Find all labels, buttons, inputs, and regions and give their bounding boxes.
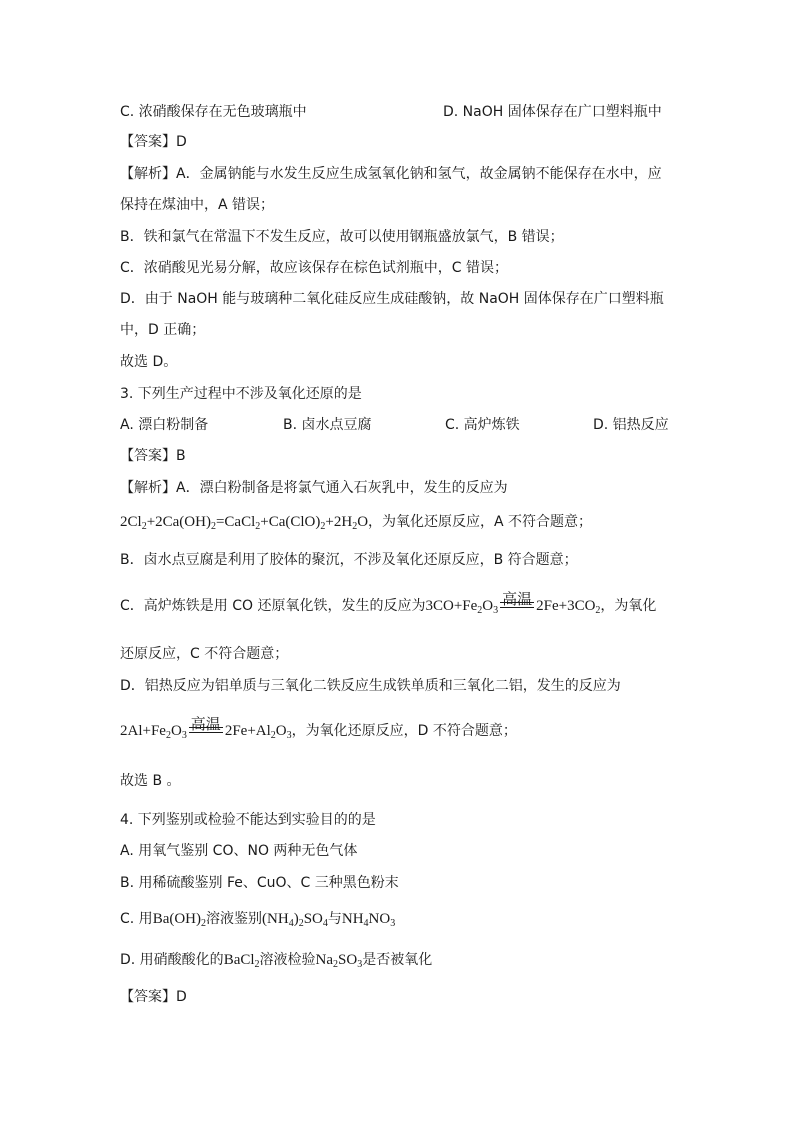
chemical-equation-blast-furnace: $3CO+Fe_2O_3$ 高温 $2Fe+3CO_2$ [425, 590, 601, 616]
chemical-equation-bleach: $2Cl_2+2Ca(OH)_2=CaCl_2+Ca(ClO)_2+2H_2O$ [120, 514, 369, 532]
q4-stem: 4. 下列鉴别或检验不能达到实验目的的是 [120, 812, 376, 828]
q2-explanation-a-cont: 保持在煤油中，A 错误； [120, 197, 275, 213]
q2-option-d: D. NaOH 固体保存在广口塑料瓶中 [443, 104, 662, 120]
q4-option-b: B. 用稀硫酸鉴别 Fe、CuO、C 三种黑色粉末 [120, 875, 399, 891]
chemical-equation-thermite: $2Al+Fe_2O_3$ 高温 $2Fe+Al_2O_3$ [120, 715, 292, 741]
q3-explanation-c-cont: 还原反应，C 不符合题意； [120, 646, 289, 662]
q3-explanation-d: D．铝热反应为铝单质与三氧化二铁反应生成铁单质和三氧化二铝，发生的反应为 [120, 678, 621, 694]
q3-answer: 【答案】B [120, 448, 186, 464]
q4-option-d: D. 用硝酸酸化的BaCl$_2$溶液检验$Na_2SO_3$是否被氧化 [120, 952, 433, 970]
q2-option-c: C. 浓硝酸保存在无色玻璃瓶中 [120, 104, 307, 120]
q3-option-a: A. 漂白粉制备 [120, 417, 209, 433]
q2-answer: 【答案】D [120, 134, 187, 150]
q3-option-c: C. 高炉炼铁 [445, 417, 520, 433]
q2-explanation-c: C．浓硝酸见光易分解，故应该保存在棕色试剂瓶中，C 错误； [120, 260, 508, 276]
q4-answer: 【答案】D [120, 989, 187, 1005]
q2-explanation-b: B．铁和氯气在常温下不发生反应，故可以使用钢瓶盛放氯气，B 错误； [120, 229, 564, 245]
q3-explanation-a: 【解析】A．漂白粉制备是将氯气通入石灰乳中，发生的反应为 [120, 480, 508, 496]
q3-equation-a-line: $2Cl_2+2Ca(OH)_2=CaCl_2+Ca(ClO)_2+2H_2O$，为氧化还原反应，A 不符合题意； [120, 514, 593, 532]
q3-equation-d-line: $2Al+Fe_2O_3$ 高温 $2Fe+Al_2O_3$，为氧化还原反应，D 不符合题意； [120, 715, 517, 741]
q3-option-b: B. 卤水点豆腐 [283, 417, 372, 433]
q3-explanation-b: B．卤水点豆腐是利用了胶体的聚沉，不涉及氧化还原反应，B 符合题意； [120, 552, 578, 568]
q3-explanation-c-line: C．高炉炼铁是用 CO 还原氧化铁，发生的反应为$3CO+Fe_2O_3$ 高温 $2Fe+3CO_2$，为氧化 [120, 590, 657, 616]
q2-explanation-a: 【解析】A．金属钠能与水发生反应生成氢氧化钠和氢气，故金属钠不能保存在水中，应 [120, 166, 662, 182]
q3-stem: 3. 下列生产过程中不涉及氧化还原的是 [120, 386, 362, 402]
q2-conclusion: 故选 D。 [120, 354, 178, 370]
q4-option-a: A. 用氧气鉴别 CO、NO 两种无色气体 [120, 843, 358, 859]
q3-conclusion: 故选 B 。 [120, 773, 181, 789]
q2-explanation-d-cont: 中，D 正确； [120, 322, 206, 338]
q2-explanation-d: D．由于 NaOH 能与玻璃种二氧化硅反应生成硅酸钠，故 NaOH 固体保存在广口塑料瓶 [120, 291, 664, 307]
q4-option-c: C. 用$Ba(OH)_2$溶液鉴别$(NH_4)_2SO_4$与$NH_4NO_3$ [120, 911, 396, 929]
q3-option-d: D. 铝热反应 [593, 417, 669, 433]
